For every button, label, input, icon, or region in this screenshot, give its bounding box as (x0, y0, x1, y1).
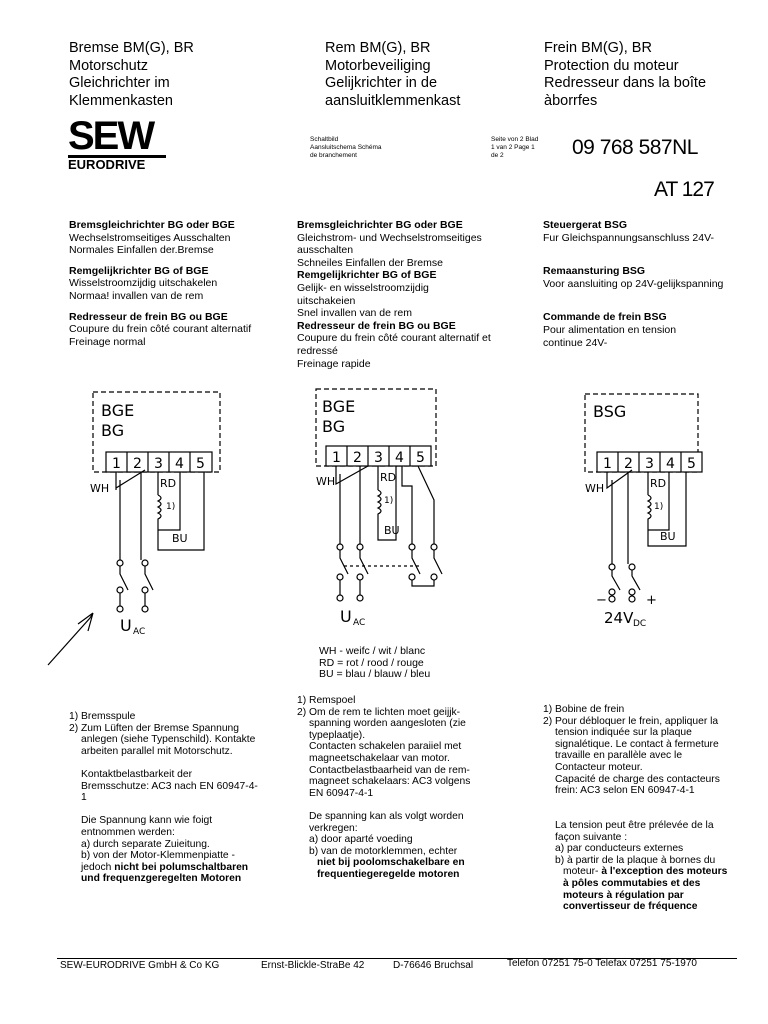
terminal-label: 3 (645, 456, 654, 472)
section-line: Schneiles Einfallen der Bremse (297, 256, 443, 269)
supply-label: U (340, 607, 352, 626)
terminal-label: 3 (154, 456, 163, 472)
switch-contacts (120, 566, 153, 590)
note-line (69, 792, 287, 804)
footer-street: Ernst-Blickle-StraBe 42 (261, 960, 365, 971)
logo-sub: EURODRIVE (68, 157, 146, 172)
note-text: verkregen: (309, 822, 358, 834)
note-text: tension indiquée sur la plaque (555, 727, 692, 739)
note-line (69, 862, 287, 874)
supply-subscript: DC (633, 619, 647, 629)
note-line (69, 723, 287, 735)
box-label: BG (101, 421, 125, 440)
note-text: Kontaktbelastbarkeit der (81, 768, 193, 780)
note-text: 2) Zum Lüften der Bremse Spannung (69, 722, 239, 734)
section-line: ausschalten (297, 244, 354, 257)
note-text: 2) Om de rem te lichten moet geijjk- (297, 706, 461, 718)
note-bold-text: à l'exception des moteurs (601, 866, 728, 878)
terminal-label: 4 (666, 456, 675, 472)
section-title: Remaansturing BSG (543, 265, 646, 278)
note-text: frein: AC3 selon EN 60947-4-1 (555, 785, 695, 797)
note-text: Capacité de charge des contacteurs (555, 773, 720, 785)
note-text: spanning worden aangesloten (zie (309, 718, 466, 730)
note-line (543, 716, 768, 728)
note-line (69, 711, 287, 723)
supply-subscript: AC (133, 627, 146, 637)
note-text: b) van de motorklemmen, echter (309, 845, 458, 857)
terminal-label: 2 (624, 456, 633, 472)
box-label: BG (322, 417, 346, 436)
note-text: b) à partir de la plaque à bornes du (555, 854, 716, 866)
note-line (543, 866, 768, 878)
section-line: Normaa! invallen van de rem (69, 289, 204, 302)
note-line (297, 776, 527, 788)
note-bold-text: niet bij poolomschakelbare en (317, 857, 465, 869)
header-line: Protection du moteur (544, 57, 679, 74)
note-text: jedoch (81, 861, 115, 873)
note-text: 2) Pour débloquer le frein, appliquer la (543, 715, 719, 727)
note-text: a) durch separate Zuieitung. (81, 838, 210, 850)
legend-item: RD = rot / rood / rouge (319, 656, 424, 669)
note-line (297, 741, 527, 753)
terminal-label: 4 (175, 456, 184, 472)
note-line (297, 799, 527, 811)
header-line: aansluitklemmenkast (325, 92, 461, 109)
note-line (69, 839, 287, 851)
header-line: Rem BM(G), BR (325, 40, 431, 56)
legend-item: BU = blau / blauw / bleu (319, 668, 431, 681)
note-line (69, 734, 287, 746)
section-title: Bremsgleichrichter BG oder BGE (69, 219, 235, 231)
terminal-label: 5 (687, 456, 696, 472)
terminal-label: 2 (133, 456, 142, 472)
note-line (543, 820, 768, 832)
footer-company: SEW-EURODRIVE GmbH & Co KG (60, 960, 220, 971)
note-text: EN 60947-4-1 (309, 787, 374, 799)
wire-label-bu: BU (172, 532, 188, 545)
header-line: Motorbeveiliging (325, 57, 431, 74)
switch-contacts (612, 570, 640, 590)
note-line (69, 804, 287, 816)
note-line (543, 774, 768, 786)
footer-phone: Telefon 07251 75-0 Telefax 07251 75-1970 (507, 958, 697, 969)
note-line (297, 695, 527, 707)
note-text: De spanning kan als volgt worden (309, 810, 464, 822)
note-line (543, 901, 768, 913)
note-text: Contactbelastbaarheid van de rem- (309, 764, 470, 776)
note-line (543, 855, 768, 867)
section-line: Freinage rapide (297, 357, 371, 370)
terminal-label: 1 (112, 456, 121, 472)
note-line (69, 815, 287, 827)
header-line: Gelijkrichter in de (325, 75, 438, 91)
section-line: Pour alimentation en tension (543, 323, 677, 336)
section-line: uitschakeien (297, 294, 356, 307)
footer-city: D-76646 Bruchsal (393, 960, 474, 971)
logo-main: SEW (68, 114, 154, 158)
section-line: Wisselstroomzijdig uitschakelen (69, 277, 218, 290)
supply-label: 24V (604, 609, 634, 627)
header-line: Bremse BM(G), BR (69, 40, 194, 56)
note-bold-text: moteurs à régulation par (563, 889, 684, 901)
annotation-arrow (48, 613, 93, 665)
note-line (543, 797, 768, 809)
note-text: 1) Bremsspule (69, 711, 136, 722)
note-line (297, 823, 527, 835)
box-label: BSG (593, 402, 627, 421)
note-line (543, 890, 768, 902)
note-line (297, 857, 527, 869)
section-line: Coupure du frein côté courant alternatif et (297, 332, 491, 345)
section-title: Redresseur de frein BG ou BGE (297, 319, 456, 332)
section-line: Coupure du frein côté courant alternatif (69, 323, 252, 336)
note-line (297, 730, 527, 742)
section-line: Snel invallen van de rem (297, 307, 412, 320)
note-bold-text: frequentiegeregelde motoren (317, 868, 460, 880)
terminal-label: 5 (196, 456, 205, 472)
dc-plus-label: + (646, 593, 657, 608)
note-line (297, 788, 527, 800)
box-label: BGE (101, 401, 135, 420)
terminal-label: 3 (374, 450, 383, 466)
note-text: 1) Remspoel (297, 695, 356, 706)
note-text: moteur- (563, 866, 602, 878)
section-title: Redresseur de frein BG ou BGE (69, 310, 228, 323)
at-code: AT 127 (654, 178, 714, 201)
note-line (297, 811, 527, 823)
header-line: àborrfes (544, 92, 598, 109)
coil-note: 1) (166, 502, 176, 512)
note-line (543, 785, 768, 797)
note-line (543, 843, 768, 855)
section-line: Freinage normal (69, 335, 146, 348)
note-text: magneetschakelaar van motor. (309, 752, 450, 764)
section-line: Voor aansluiting op 24V-gelijkspanning (543, 277, 724, 290)
coil-note: 1) (384, 496, 394, 506)
note-line (69, 757, 287, 769)
section-title: Remgelijkrichter BG of BGE (69, 264, 209, 277)
note-line (69, 827, 287, 839)
note-line (69, 769, 287, 781)
note-line (297, 718, 527, 730)
note-line (543, 808, 768, 820)
wiring-diagram-2 (316, 389, 442, 628)
header-line: Redresseur dans la boîte (544, 75, 707, 91)
note-line (69, 781, 287, 793)
note-text: Contacteur moteur. (555, 761, 643, 773)
schematic-label-line: Schaltbild (310, 136, 339, 143)
note-line (543, 878, 768, 890)
note-line (69, 746, 287, 758)
note-bold-text: nicht bei polumschaltbaren (114, 861, 249, 873)
section-line: continue 24V- (543, 336, 608, 349)
note-text: magneet schakelaars: AC3 volgens (309, 776, 471, 788)
section-title: Bremsgleichrichter BG oder BGE (297, 219, 463, 231)
notes-french (543, 704, 768, 913)
header-line: Frein BM(G), BR (544, 40, 652, 56)
wire-label-bu: BU (660, 530, 676, 543)
note-line (297, 765, 527, 777)
dc-minus-label: − (596, 593, 607, 608)
note-line (543, 762, 768, 774)
wiring-diagram-1 (90, 392, 220, 637)
section-line: Gleichstrom- und Wechselstromseitiges (297, 231, 482, 244)
note-bold-text: convertisseur de fréquence (563, 901, 698, 913)
wire-label-rd: RD (380, 471, 397, 484)
section-line: Fur Gleichspannungsanschluss 24V- (543, 231, 715, 244)
section-title: Steuergerat BSG (543, 219, 628, 231)
note-text: La tension peut être prélevée de la (555, 819, 714, 831)
note-text: Bremsschutze: AC3 nach EN 60947-4- (81, 780, 258, 792)
notes-german (69, 711, 287, 885)
note-text: travaille en parallèle avec le (555, 750, 683, 762)
section-line: redressé (297, 344, 338, 357)
sheet-label-line: 1 van 2 Page 1 (491, 144, 535, 151)
document-number: 09 768 587NL (572, 136, 698, 159)
section-line: Gelijk- en wisselstroomzijdig (297, 281, 429, 294)
note-line (297, 753, 527, 765)
sheet-label-line: Seite von 2 Blad (491, 136, 539, 143)
note-line (69, 850, 287, 862)
note-text: façon suivante : (555, 831, 628, 843)
note-text: anlegen (siehe Typenschild). Kontakte (81, 734, 256, 746)
note-text: arbeiten parallel mit Motorschutz. (81, 745, 233, 757)
note-text: signalétique. Le contact à fermeture (555, 738, 719, 750)
note-line (543, 750, 768, 762)
wire-label-wh: WH (316, 475, 336, 488)
wire-label-rd: RD (160, 477, 177, 490)
note-bold-text: à pôles commutabies et des (563, 877, 701, 889)
header-line: Klemmenkasten (69, 92, 173, 109)
legend-item: WH - weifc / wit / blanc (319, 645, 426, 657)
note-line (543, 704, 768, 716)
note-line (297, 834, 527, 846)
note-text: b) von der Motor-Klemmenpiatte - (81, 850, 235, 862)
section-line: Wechselstromseitiges Ausschalten (69, 231, 231, 244)
note-text: Die Spannung kann wie foigt (81, 815, 213, 827)
wire-label-bu: BU (384, 524, 400, 537)
supply-label: U (120, 616, 132, 635)
note-text: 1) Bobine de frein (543, 704, 625, 715)
wire-label-rd: RD (650, 477, 667, 490)
header-line: Gleichrichter im (69, 75, 170, 91)
note-line (297, 869, 527, 881)
note-line (543, 739, 768, 751)
note-text: typeplaatje). (309, 729, 366, 741)
note-bold-text: und frequenzgeregelten Motoren (81, 873, 242, 885)
note-line (543, 832, 768, 844)
note-line (297, 846, 527, 858)
color-legend (319, 646, 430, 681)
notes-dutch (297, 695, 527, 881)
section-title: Commande de frein BSG (543, 311, 667, 324)
terminal-label: 1 (332, 450, 341, 466)
note-text: Contacten schakelen paraiiel met (309, 741, 462, 753)
sheet-label-line: de 2 (491, 152, 504, 159)
section-line: Normales Einfallen der.Bremse (69, 244, 214, 257)
note-text: a) par conducteurs externes (555, 843, 684, 855)
terminal-label: 2 (353, 450, 362, 466)
note-line (297, 707, 527, 719)
terminal-label: 4 (395, 450, 404, 466)
box-label: BGE (322, 397, 356, 416)
header-line: Motorschutz (69, 57, 148, 74)
coil-note: 1) (654, 502, 664, 512)
wiring-diagram-3 (585, 394, 702, 629)
note-text: entnommen werden: (81, 826, 175, 838)
note-line (69, 873, 287, 885)
wire-label-wh: WH (90, 482, 110, 495)
terminal-label: 1 (603, 456, 612, 472)
schematic-label-line: Aansluitschema Schéma (310, 144, 382, 151)
note-text: a) door aparté voeding (309, 834, 413, 846)
supply-subscript: AC (353, 618, 366, 628)
note-text: 1 (81, 792, 87, 804)
terminal-label: 5 (416, 450, 425, 466)
section-title: Remgelijkrichter BG of BGE (297, 269, 437, 282)
schematic-label-line: de branchement (310, 152, 357, 159)
wire-label-wh: WH (585, 482, 605, 495)
switch-contacts (340, 550, 442, 574)
note-line (543, 727, 768, 739)
